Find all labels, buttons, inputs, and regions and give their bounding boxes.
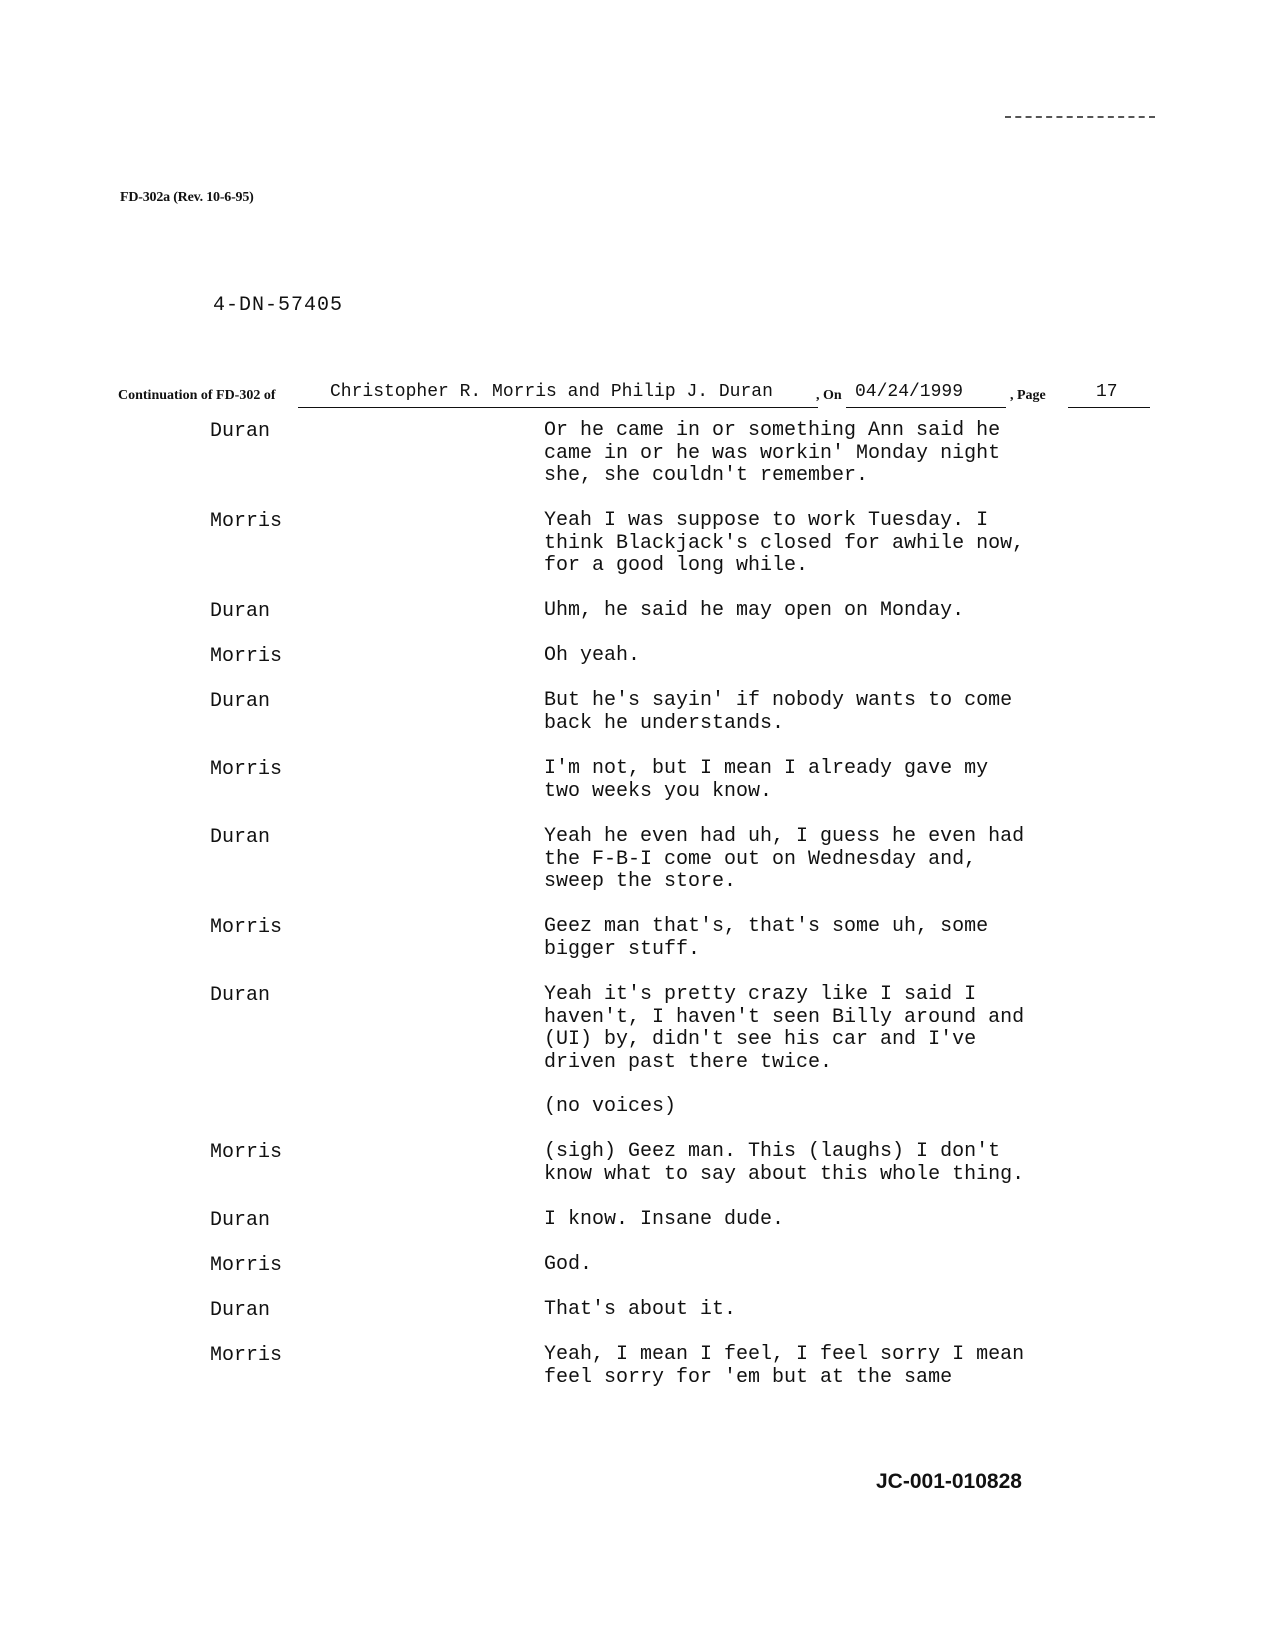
utterance: Yeah, I mean I feel, I feel sorry I mean feel sorry for 'em but at the same	[544, 1343, 1025, 1389]
speaker: Morris	[210, 510, 283, 533]
speaker: Morris	[210, 1344, 283, 1367]
page-label: , Page	[1010, 388, 1046, 403]
speaker: Duran	[210, 1299, 271, 1322]
on-label: , On	[816, 388, 842, 403]
speaker: Duran	[210, 984, 271, 1007]
speaker: Duran	[210, 420, 271, 443]
subject-rule	[298, 407, 818, 408]
speaker: Morris	[210, 1254, 283, 1277]
utterance: But he's sayin' if nobody wants to come back he understands.	[544, 689, 1013, 735]
date-rule	[846, 407, 1006, 408]
speaker: Duran	[210, 826, 271, 849]
utterance: (no voices)	[544, 1095, 677, 1118]
bates-stamp: JC-001-010828	[876, 1470, 1022, 1493]
utterance: That's about it.	[544, 1298, 737, 1321]
top-dashed-mark	[1005, 116, 1155, 118]
speaker: Morris	[210, 758, 283, 781]
speaker: Morris	[210, 1141, 283, 1164]
utterance: Uhm, he said he may open on Monday.	[544, 599, 965, 622]
page-number: 17	[1096, 382, 1118, 402]
utterance: I'm not, but I mean I already gave my two weeks you know.	[544, 757, 989, 803]
utterance: Yeah I was suppose to work Tuesday. I think Blackjack's closed for awhile now, for a good long while.	[544, 509, 1025, 577]
file-number: 4-DN-57405	[213, 294, 344, 317]
speaker: Duran	[210, 690, 271, 713]
subject-field: Christopher R. Morris and Philip J. Duran	[330, 382, 773, 402]
utterance: Yeah it's pretty crazy like I said I haven't, I haven't seen Billy around and (UI) by, didn't see his car and I've driven past there twice.	[544, 983, 1025, 1074]
utterance: Oh yeah.	[544, 644, 641, 667]
utterance: Or he came in or something Ann said he came in or he was workin' Monday night she, she couldn't remember.	[544, 419, 1001, 487]
continuation-header	[118, 374, 1150, 408]
speaker: Duran	[210, 600, 271, 623]
page-rule	[1068, 407, 1150, 408]
utterance: Yeah he even had uh, I guess he even had the F-B-I come out on Wednesday and, sweep the store.	[544, 825, 1025, 893]
continuation-label: Continuation of FD-302 of	[118, 388, 276, 403]
speaker: Morris	[210, 645, 283, 668]
speaker: Duran	[210, 1209, 271, 1232]
utterance: Geez man that's, that's some uh, some bigger stuff.	[544, 915, 989, 961]
utterance: I know. Insane dude.	[544, 1208, 785, 1231]
speaker: Morris	[210, 916, 283, 939]
utterance: (sigh) Geez man. This (laughs) I don't know what to say about this whole thing.	[544, 1140, 1025, 1186]
utterance: God.	[544, 1253, 593, 1276]
date-field: 04/24/1999	[855, 382, 964, 402]
form-id: FD-302a (Rev. 10-6-95)	[120, 190, 254, 205]
